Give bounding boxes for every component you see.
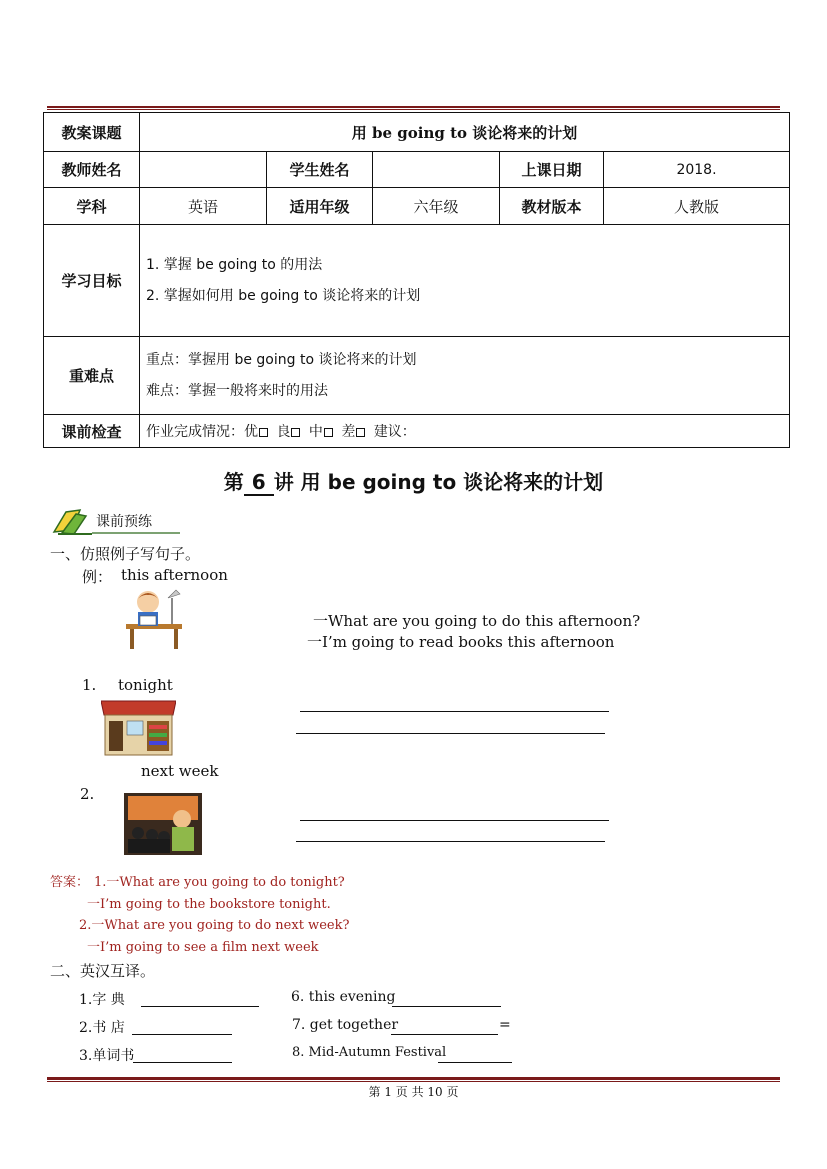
checkbox-good[interactable]: [291, 428, 300, 437]
cinema-picture: [124, 793, 202, 855]
check-prefix: 作业完成情况：: [146, 424, 244, 440]
item1-word: tonight: [118, 676, 173, 694]
check-average: 中: [308, 424, 323, 440]
subject-value: 英语: [140, 188, 267, 225]
answer-2-question: 2.一What are you going to do next week?: [79, 918, 350, 933]
translation-answer-line[interactable]: [132, 1034, 232, 1035]
label-date: 上课日期: [500, 152, 604, 188]
translation-item: 1.字 典: [79, 992, 125, 1008]
label-student: 学生姓名: [267, 152, 373, 188]
translation-answer-line[interactable]: [392, 1006, 501, 1007]
label-textbook: 教材版本: [500, 188, 604, 225]
lesson-number: 6: [244, 470, 274, 496]
label-teacher: 教师姓名: [44, 152, 140, 188]
answer-2-response: 一I’m going to see a film next week: [87, 940, 319, 955]
translation-item: 2.书 店: [79, 1020, 125, 1036]
example-word: this afternoon: [121, 566, 228, 584]
answer-line[interactable]: [296, 733, 605, 734]
teacher-value: [140, 152, 267, 188]
answer-1-response: 一I’m going to the bookstore tonight.: [87, 897, 331, 912]
checkbox-average[interactable]: [324, 428, 333, 437]
label-pre-check: 课前检查: [44, 415, 140, 448]
label-grade: 适用年级: [267, 188, 373, 225]
label-goals: 学习目标: [44, 225, 140, 337]
lesson-prefix: 第: [223, 470, 244, 494]
translation-answer-line[interactable]: [391, 1034, 498, 1035]
answer-1-question: 1.一What are you going to do tonight?: [94, 875, 345, 890]
item2-word: next week: [141, 762, 219, 780]
page-number: 第 1 页 共 10 页: [368, 1085, 459, 1099]
lesson-topic-value: 用 be going to 谈论将来的计划: [140, 113, 790, 152]
translation-item: 7. get together: [292, 1017, 399, 1033]
bookstore-picture: [101, 697, 176, 757]
label-lesson-topic: 教案课题: [44, 113, 140, 152]
example-label: 例：: [82, 568, 113, 586]
reading-boy-picture: [124, 586, 186, 650]
check-suggest: 建议：: [373, 424, 416, 440]
translation-item: 6. this evening: [291, 989, 396, 1005]
check-good: 良: [276, 424, 291, 440]
checkbox-excellent[interactable]: [259, 428, 268, 437]
grade-value: 六年级: [373, 188, 500, 225]
goals-cell: [140, 225, 790, 337]
goal-item: 2. 掌握如何用 be going to 谈论将来的计划: [146, 287, 421, 304]
header-rule: [47, 106, 780, 108]
equals-sign: =: [499, 1017, 511, 1033]
answers-label: 答案：: [50, 875, 90, 890]
textbook-value: 人教版: [604, 188, 790, 225]
key-point: 重点：掌握用 be going to 谈论将来的计划: [146, 351, 417, 368]
label-subject: 学科: [44, 188, 140, 225]
difficult-point: 难点：掌握一般将来时的用法: [146, 382, 328, 399]
part2-heading: 二、英汉互译。: [50, 962, 156, 980]
example-answer: 一I’m going to read books this afternoon: [307, 633, 615, 651]
date-value: 2018.: [604, 152, 790, 188]
footer-rule: [47, 1077, 780, 1080]
section-badge-label: 课前预练: [96, 514, 152, 530]
check-excellent: 优: [244, 424, 258, 440]
answer-line[interactable]: [300, 820, 609, 821]
translation-item: 8. Mid-Autumn Festival: [292, 1045, 447, 1060]
part1-heading: 一、仿照例子写句子。: [50, 545, 201, 563]
answer-line[interactable]: [300, 711, 609, 712]
answer-line[interactable]: [296, 841, 605, 842]
pre-check-cell: [140, 415, 790, 448]
goal-item: 1. 掌握 be going to 的用法: [146, 256, 323, 273]
header-rule-thin: [47, 109, 780, 110]
translation-answer-line[interactable]: [133, 1062, 232, 1063]
checkbox-poor[interactable]: [356, 428, 365, 437]
student-value: [373, 152, 500, 188]
example-question: 一What are you going to do this afternoon?: [313, 612, 641, 630]
item1-number: 1.: [82, 676, 97, 694]
translation-answer-line[interactable]: [438, 1062, 512, 1063]
key-points-cell: [140, 337, 790, 415]
item2-number: 2.: [80, 785, 95, 803]
lesson-heading: [0, 466, 827, 496]
label-key-points: 重难点: [44, 337, 140, 415]
check-poor: 差: [341, 424, 356, 440]
lesson-info-table: [43, 112, 790, 448]
translation-item: 3.单词书: [79, 1048, 135, 1064]
footer-rule-thin: [47, 1081, 780, 1082]
translation-answer-line[interactable]: [141, 1006, 259, 1007]
lesson-suffix: 讲 用 be going to 谈论将来的计划: [273, 470, 604, 494]
